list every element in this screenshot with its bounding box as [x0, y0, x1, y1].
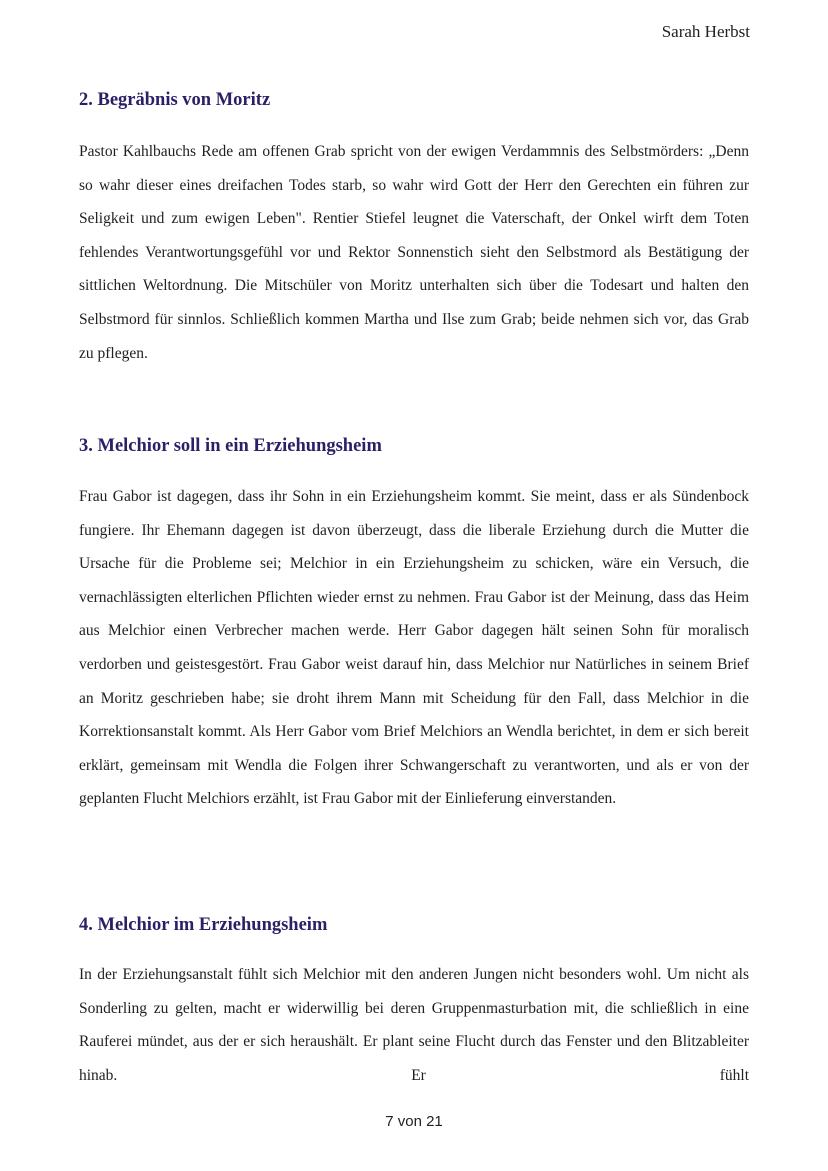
section-heading-3: 3. Melchior soll in ein Erziehungsheim: [79, 436, 382, 456]
header-author: Sarah Herbst: [661, 22, 750, 41]
page-number: 7 von 21: [385, 1113, 443, 1130]
section-paragraph-3: Frau Gabor ist dagegen, dass ihr Sohn in ein Erziehungsheim kommt. Sie meint, dass er als Sündenbock fungiere. Ihr Ehemann dagegen ist davon überzeugt, dass die liberale Erziehung durch die Mutter die Ursache für die Probleme sei; Melchior in ein Erziehungsheim zu schicken, wäre ein Versuch, die vernachlässigten elterlichen Pflichten wieder ernst zu nehmen. Frau Gabor ist der Meinung, dass das Heim aus Melchior einen Verbrecher machen werde. Herr Gabor dagegen hält seinen Sohn für moralisch verdorben und geistesgestört. Frau Gabor weist darauf hin, dass Melchior nur Natürliches in seinem Brief an Moritz geschrieben habe; sie droht ihrem Mann mit Scheidung für den Fall, dass Melchior in die Korrektionsanstalt kommt. Als Herr Gabor vom Brief Melchiors an Wendla berichtet, in dem er sich bereit erklärt, gemeinsam mit Wendla die Folgen ihrer Schwangerschaft zu verantworten, und als er von der geplanten Flucht Melchiors erzählt, ist Frau Gabor mit der Einlieferung einverstanden.: [79, 488, 749, 808]
section-heading-2: 2. Begräbnis von Moritz: [79, 90, 271, 110]
section-paragraph-4: In der Erziehungsanstalt fühlt sich Melchior mit den anderen Jungen nicht besonders wohl. Um nicht als Sonderling zu gelten, macht er widerwillig bei deren Gruppenmasturbation mit, die schließlich in eine Rauferei mündet, aus der er sich heraushält. Er plant seine Flucht durch das Fenster und den Blitzableiter hinab. Er fühlt: [79, 966, 749, 1084]
section-paragraph-2: Pastor Kahlbauchs Rede am offenen Grab spricht von der ewigen Verdammnis des Selbstmörders: „Denn so wahr dieser eines dreifachen Todes starb, so wahr wird Gott der Herr den Gerechten ein führen zur Seligkeit und zum ewigen Leben". Rentier Stiefel leugnet die Vaterschaft, der Onkel wirft dem Toten fehlendes Verantwortungsgefühl vor und Rektor Sonnenstich sieht den Selbstmord als Bestätigung der sittlichen Weltordnung. Die Mitschüler von Moritz unterhalten sich über die Todesart und halten den Selbstmord für sinnlos. Schließlich kommen Martha und Ilse zum Grab; beide nehmen sich vor, das Grab zu pflegen.: [79, 143, 749, 362]
section-heading-4: 4. Melchior im Erziehungsheim: [79, 915, 328, 935]
